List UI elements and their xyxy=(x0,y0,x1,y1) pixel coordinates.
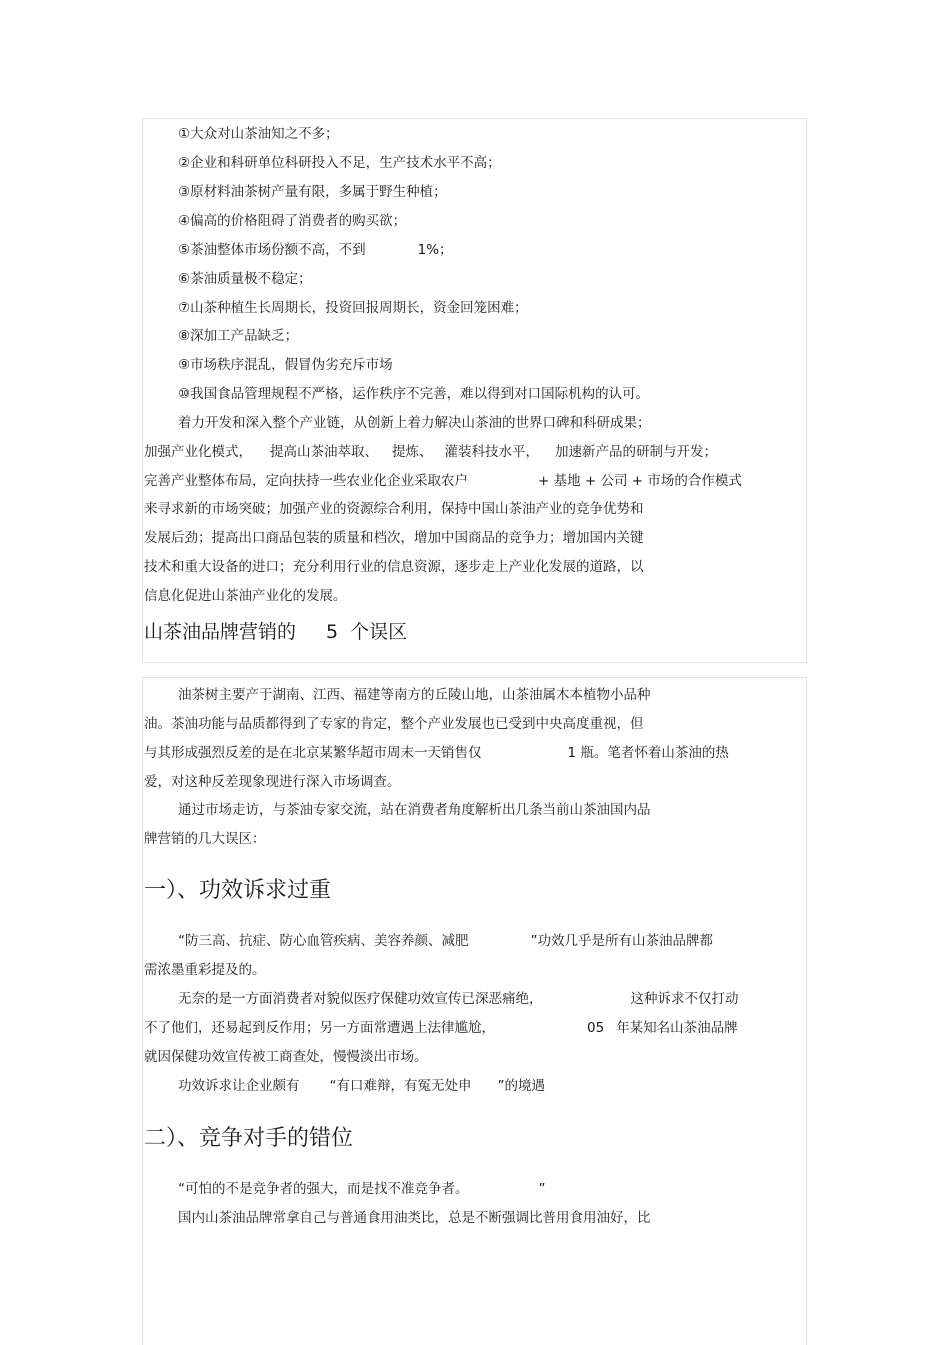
paragraph-line xyxy=(144,1019,738,1037)
list-item: ⑥茶油质量极不稳定； xyxy=(178,271,312,287)
paragraph-line: 发展后劲；提高出口商品包装的质量和档次，增加中国商品的竞争力；增加国内关键 xyxy=(144,530,644,546)
text-span: “有口难辩，有冤无处申 xyxy=(329,1078,472,1094)
text-span: 05 xyxy=(587,1020,605,1036)
text-span: + 基地 + 公司 + 市场的合作模式 xyxy=(538,473,742,489)
list-item: ①大众对山茶油知之不多； xyxy=(178,126,339,142)
title-text: 山茶油品牌营销的 xyxy=(144,621,297,643)
section-heading: 一）、功效诉求过重 xyxy=(144,878,332,903)
paragraph-line xyxy=(144,744,729,762)
paragraph-line xyxy=(144,443,717,461)
text-span: 完善产业整体布局，定向扶持一些农业化企业采取农户 xyxy=(144,473,468,489)
title-text: 个误区 xyxy=(350,621,408,643)
list-item-text: ⑤茶油整体市场份额不高，不到 xyxy=(178,242,366,258)
paragraph-line xyxy=(178,1077,545,1095)
text-span: 年某知名山茶油品牌 xyxy=(616,1020,738,1036)
text-span: 这种诉求不仅打动 xyxy=(630,991,739,1007)
paragraph-line: 油茶树主要产于湖南、江西、福建等南方的丘陵山地，山茶油属木本植物小品种 xyxy=(178,687,651,703)
article-title xyxy=(144,619,407,645)
text-span: ”功效几乎是所有山茶油品牌都 xyxy=(530,933,713,949)
list-item xyxy=(178,241,453,259)
text-span: 不了他们，还易起到反作用；另一方面常遭遇上法律尴尬， xyxy=(144,1020,495,1036)
text-span: 加强产业化模式， xyxy=(144,444,252,460)
list-item-value: 1%； xyxy=(417,242,453,258)
paragraph-line: 通过市场走访，与茶油专家交流，站在消费者角度解析出几条当前山茶油国内品 xyxy=(178,802,651,818)
paragraph-line: 就因保健功效宣传被工商查处，慢慢淡出市场。 xyxy=(144,1049,428,1065)
paragraph-line: 着力开发和深入整个产业链，从创新上着力解决山茶油的世界口碑和科研成果； xyxy=(178,415,651,431)
section-heading: 二）、竞争对手的错位 xyxy=(144,1126,354,1151)
text-span: “防三高、抗症、防心血管疾病、美容养颜、减肥 xyxy=(178,933,469,949)
title-number: 5 xyxy=(326,621,339,643)
paragraph-line: 来寻求新的市场突破；加强产业的资源综合利用，保持中国山茶油产业的竞争优势和 xyxy=(144,501,644,517)
paragraph-line: 油。茶油功能与品质都得到了专家的肯定，整个产业发展也已受到中央高度重视，但 xyxy=(144,716,644,732)
paragraph-line xyxy=(178,932,713,950)
paragraph-line: 国内山茶油品牌常拿自己与普通食用油类比，总是不断强调比普用食用油好，比 xyxy=(178,1210,651,1226)
list-item: ②企业和科研单位科研投入不足，生产技术水平不高； xyxy=(178,155,501,171)
text-span: ” xyxy=(538,1181,546,1197)
paragraph-line: 牌营销的几大误区： xyxy=(144,831,266,847)
list-item: ⑩我国食品管理规程不严格，运作秩序不完善，难以得到对口国际机构的认可。 xyxy=(178,386,650,402)
text-span: “可怕的不是竞争者的强大，而是找不准竞争者。 xyxy=(178,1181,469,1197)
list-item: ③原材料油茶树产量有限，多属于野生种植； xyxy=(178,184,447,200)
list-item: ⑧深加工产品缺乏； xyxy=(178,328,299,344)
text-span: 1 瓶。笔者怀着山茶油的热 xyxy=(567,745,729,761)
text-span: ”的境遇 xyxy=(497,1078,545,1094)
list-item: ⑦山茶种植生长周期长，投资回报周期长，资金回笼困难； xyxy=(178,300,528,316)
text-span: 提高山茶油萃取、 xyxy=(270,444,378,460)
list-item: ④偏高的价格阻碍了消费者的购买欲； xyxy=(178,213,407,229)
paragraph-line: 需浓墨重彩提及的。 xyxy=(144,962,266,978)
paragraph-line: 技术和重大设备的进口；充分利用行业的信息资源，逐步走上产业化发展的道路，以 xyxy=(144,559,644,575)
paragraph-line xyxy=(144,472,742,490)
text-span: 加速新产品的研制与开发； xyxy=(555,444,717,460)
paragraph-line xyxy=(178,990,739,1008)
text-span: 提炼、 xyxy=(392,444,433,460)
text-span: 与其形成强烈反差的是在北京某繁华超市周末一天销售仅 xyxy=(144,745,482,761)
paragraph-line xyxy=(178,1180,546,1198)
text-span: 功效诉求让企业颇有 xyxy=(178,1078,300,1094)
paragraph-line: 信息化促进山茶油产业化的发展。 xyxy=(144,588,347,604)
paragraph-line: 爱，对这种反差现象现进行深入市场调查。 xyxy=(144,774,401,790)
text-span: 灌装科技水平， xyxy=(444,444,539,460)
text-span: 无奈的是一方面消费者对貌似医疗保健功效宣传已深恶痛绝， xyxy=(178,991,543,1007)
list-item: ⑨市场秩序混乱，假冒伪劣充斥市场 xyxy=(178,357,393,373)
